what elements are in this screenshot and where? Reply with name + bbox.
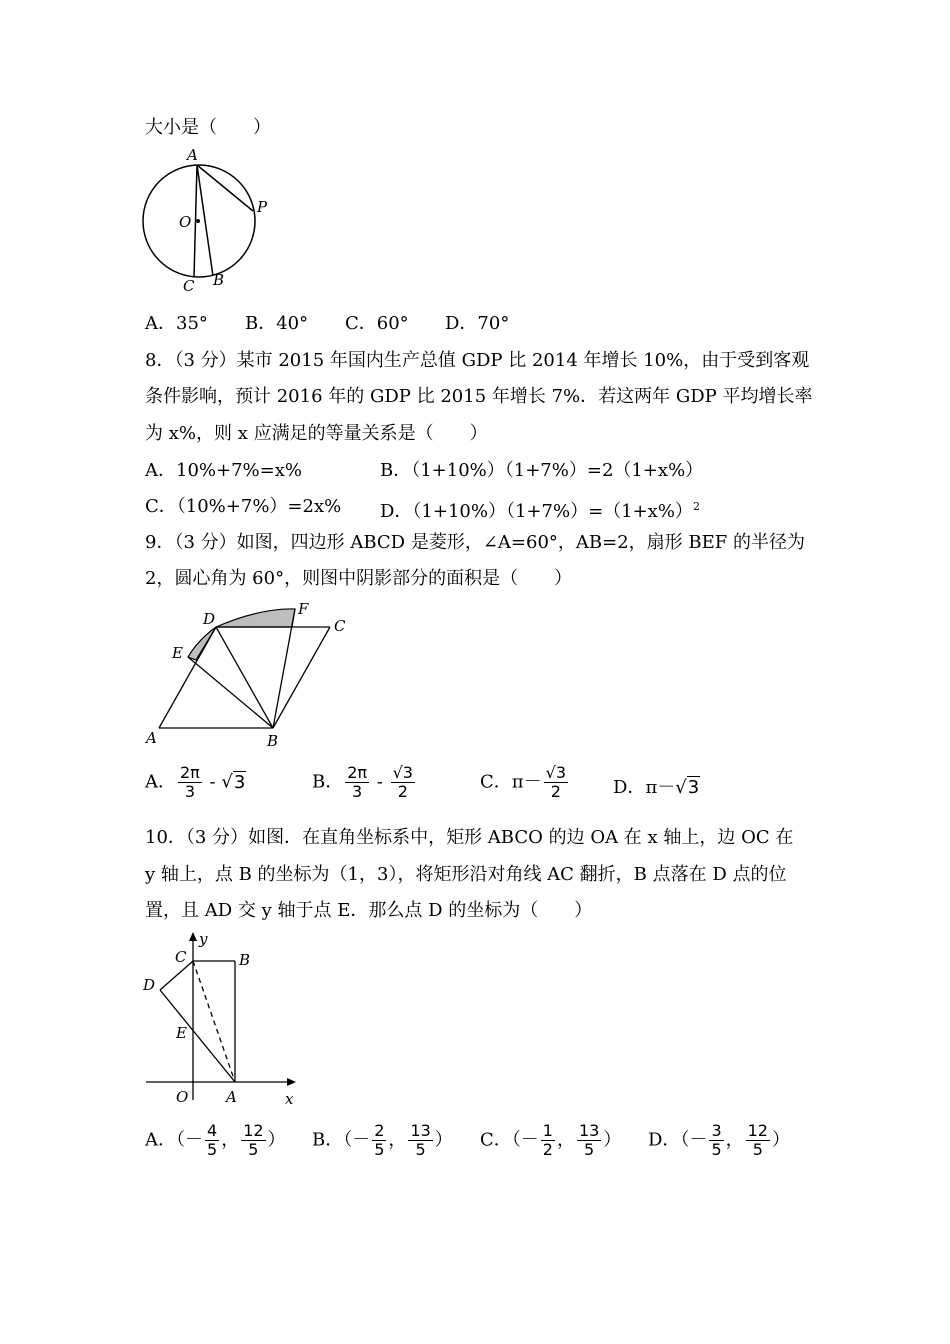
minus-sign: - xyxy=(376,771,383,793)
radicand: 3 xyxy=(687,777,700,798)
x-fraction xyxy=(372,1122,386,1159)
numerator: √3 xyxy=(545,763,566,782)
q9-option-d[interactable] xyxy=(613,776,700,800)
label-e: E xyxy=(172,644,183,662)
y-axis-arrow xyxy=(189,932,197,941)
radius-be xyxy=(188,657,273,728)
label-a: A xyxy=(146,729,157,747)
q9-option-c-label: C． xyxy=(480,771,512,793)
minus-sign: - xyxy=(209,771,216,793)
q9-option-c[interactable] xyxy=(480,764,570,801)
shaded-region-df xyxy=(216,609,295,627)
side-cb xyxy=(273,627,330,728)
neg: － xyxy=(520,1129,539,1151)
x-fraction xyxy=(541,1122,555,1159)
denominator: 2 xyxy=(550,782,561,801)
denominator: 5 xyxy=(207,1140,218,1159)
label-c: C xyxy=(183,277,195,295)
q9-stem-line2: 2，圆心角为 60°，则图中阴影部分的面积是（ ） xyxy=(145,568,573,589)
label: A．（ xyxy=(145,1129,185,1151)
diagonal-ca xyxy=(193,961,235,1082)
q10-stem-line2: y 轴上，点 B 的坐标为（1，3），将矩形沿对角线 AC 翻折，B 点落在 D 点的位 xyxy=(145,864,787,885)
q8-option-d-text: D．（1+10%）（1+7%）=（1+x%） xyxy=(380,501,693,522)
segment-da xyxy=(160,990,235,1082)
denominator: 5 xyxy=(584,1140,595,1159)
q10-stem-line1: 10．（3 分）如图．在直角坐标系中，矩形 ABCO 的边 OA 在 x 轴上，边 OC 在 xyxy=(145,827,794,848)
y-fraction xyxy=(577,1122,601,1159)
label-e: E xyxy=(176,1024,187,1042)
q9-option-b-label: B． xyxy=(312,771,344,793)
q7-option-d[interactable]: D．70° xyxy=(445,313,510,334)
numerator: 12 xyxy=(243,1121,264,1140)
q8-option-a[interactable]: A．10%+7%=x% xyxy=(145,460,302,481)
denominator: 2 xyxy=(542,1140,553,1159)
segment-bd xyxy=(216,627,273,728)
label-b: B xyxy=(239,951,251,969)
q9-option-b[interactable] xyxy=(312,764,417,801)
numerator: 4 xyxy=(207,1121,218,1140)
label-p: P xyxy=(257,198,268,216)
x-axis-arrow xyxy=(287,1078,296,1086)
label-b: B xyxy=(267,732,279,750)
y-fraction xyxy=(241,1122,265,1159)
label-o: O xyxy=(176,1088,189,1106)
q7-option-b[interactable]: B．40° xyxy=(245,313,309,334)
numerator: 13 xyxy=(410,1121,431,1140)
numerator: 2π xyxy=(180,763,200,782)
q9-rhombus-figure xyxy=(140,600,370,750)
q10-option-c[interactable]: C．（－ $\frac{1}{2}$ ， $\frac{13}{5}$ ） xyxy=(480,1121,622,1159)
numerator: 13 xyxy=(578,1121,600,1140)
x-fraction xyxy=(709,1122,723,1159)
label-d: D xyxy=(203,610,216,628)
denominator: 5 xyxy=(374,1140,385,1159)
label-c: C xyxy=(175,948,187,966)
label-y: y xyxy=(199,930,208,948)
pi-minus: π－ xyxy=(511,771,542,793)
numerator: 2 xyxy=(374,1121,385,1140)
q10-option-b[interactable]: B．（－ $\frac{2}{5}$ ， $\frac{13}{5}$ ） xyxy=(312,1121,453,1159)
numerator: √3 xyxy=(392,763,413,782)
q10-coordinate-figure xyxy=(140,928,310,1108)
numerator: 12 xyxy=(747,1121,768,1140)
shaded-region-ed xyxy=(188,627,216,660)
denominator: 2 xyxy=(397,782,408,801)
q7-stem-tail: 大小是（ ） xyxy=(145,117,271,138)
label-c: C xyxy=(334,617,346,635)
q10-option-a[interactable]: A．（－ $\frac{4}{5}$ ， $\frac{12}{5}$ ） xyxy=(145,1121,286,1159)
label: B．（ xyxy=(312,1129,353,1151)
q10-stem-line3: 置，且 AD 交 y 轴于点 E．那么点 D 的坐标为（ ） xyxy=(145,900,593,921)
q7-option-a[interactable]: A．35° xyxy=(145,313,208,334)
label-a: A xyxy=(187,146,198,164)
q8-option-d[interactable] xyxy=(380,495,700,524)
q8-option-d-exponent: 2 xyxy=(692,500,700,513)
sqrt-sign: √3 xyxy=(675,777,700,798)
radicand: 3 xyxy=(233,771,246,793)
q8-option-b[interactable]: B．（1+10%）（1+7%）=2（1+x%） xyxy=(380,460,704,481)
denominator: 3 xyxy=(352,782,363,801)
denominator: 5 xyxy=(248,1140,259,1159)
q9-option-a-fraction xyxy=(178,764,202,801)
q8-stem-line2: 条件影响，预计 2016 年的 GDP 比 2015 年增长 7%．若这两年 GDP 平均增长率 xyxy=(145,386,813,407)
q8-stem-line3: 为 x%，则 x 应满足的等量关系是（ ） xyxy=(145,423,488,444)
q7-option-c[interactable]: C．60° xyxy=(345,313,409,334)
denominator: 5 xyxy=(752,1140,763,1159)
numerator: 2π xyxy=(347,763,368,782)
q8-option-c[interactable]: C．（10%+7%）=2x% xyxy=(145,496,342,517)
denominator: 3 xyxy=(184,782,195,801)
center-dot xyxy=(196,219,200,223)
side-ad xyxy=(159,627,216,728)
q9-option-a-label: A． xyxy=(145,771,176,793)
numerator: 1 xyxy=(542,1121,553,1140)
label-o: O xyxy=(179,213,192,231)
label: C．（ xyxy=(480,1129,521,1151)
q9-option-d-label: D． xyxy=(613,777,646,798)
label-d: D xyxy=(143,976,156,994)
q10-option-d[interactable]: D．（－ $\frac{3}{5}$ ， $\frac{12}{5}$ ） xyxy=(648,1121,790,1159)
q9-stem-line1: 9．（3 分）如图，四边形 ABCD 是菱形，∠A=60°，AB=2，扇形 BEF 的半径为 xyxy=(145,532,805,553)
label-a: A xyxy=(226,1088,237,1106)
label: D．（ xyxy=(648,1129,690,1151)
pi-minus: π－ xyxy=(645,777,676,798)
y-fraction xyxy=(408,1122,432,1159)
label-b: B xyxy=(213,271,225,289)
q9-option-b-fraction1 xyxy=(345,764,369,801)
denominator: 5 xyxy=(711,1140,722,1159)
label-x: x xyxy=(285,1090,294,1108)
neg: － xyxy=(352,1129,371,1151)
q9-option-b-fraction2 xyxy=(391,764,415,801)
q7-circle-figure xyxy=(135,145,285,295)
x-fraction xyxy=(205,1122,219,1159)
neg: － xyxy=(689,1129,708,1151)
sqrt-sign: √3 xyxy=(221,771,246,793)
numerator: 3 xyxy=(711,1121,722,1140)
q8-stem-line1: 8．（3 分）某市 2015 年国内生产总值 GDP 比 2014 年增长 10%，由于受到客观 xyxy=(145,350,810,371)
denominator: 5 xyxy=(415,1140,426,1159)
q9-option-c-fraction xyxy=(544,764,568,801)
q9-option-a[interactable] xyxy=(145,764,246,801)
label-f: F xyxy=(298,600,309,618)
neg: － xyxy=(185,1129,203,1151)
y-fraction xyxy=(746,1122,770,1159)
